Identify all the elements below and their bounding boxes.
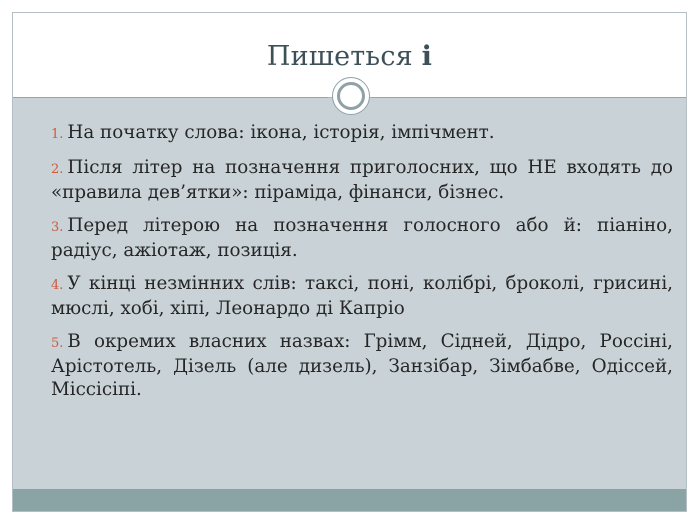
list-item-text: Після літер на позначення приголосних, що НЕ входять до «правила дев’ятки»: піраміда, фінанси, бізнес. — [51, 157, 673, 203]
divider-right — [371, 97, 686, 98]
list-item-number: 4. — [51, 278, 64, 293]
list-item — [51, 156, 673, 204]
slide-title — [13, 41, 686, 72]
list-item — [51, 330, 673, 401]
divider-left — [13, 97, 328, 98]
list-item-number: 2. — [51, 162, 64, 177]
list-item — [51, 214, 673, 262]
list-item — [51, 272, 673, 320]
circle-ornament-icon — [332, 77, 370, 115]
rules-list — [51, 121, 673, 401]
list-item-text: У кінці незмінних слів: таксі, поні, колібрі, броколі, грисині, мюслі, хобі, хіпі, Леонардо ді Капріо — [51, 273, 673, 319]
list-item-number: 5. — [51, 336, 64, 351]
list-item — [51, 121, 673, 146]
list-item-text: В окремих власних назвах: Грімм, Сідней, Дідро, Россіні, Арістотель, Дізель (але дизель), Занзібар, Зімбабве, Одіссей, Міссісіпі. — [51, 331, 673, 400]
list-item-number: 3. — [51, 220, 64, 235]
list-item-text: Перед літерою на позначення голосного або й: піаніно, радіус, ажіотаж, позиція. — [51, 215, 673, 261]
slide — [12, 12, 687, 512]
list-item-number: 1. — [51, 127, 64, 142]
circle-ring-icon — [337, 82, 365, 110]
title-main: Пишеться — [266, 41, 422, 72]
list-item-text: На початку слова: ікона, історія, імпічмент. — [67, 122, 495, 143]
content-area — [51, 121, 673, 411]
title-bold-letter: і — [421, 41, 433, 72]
footer-bar — [13, 489, 686, 511]
